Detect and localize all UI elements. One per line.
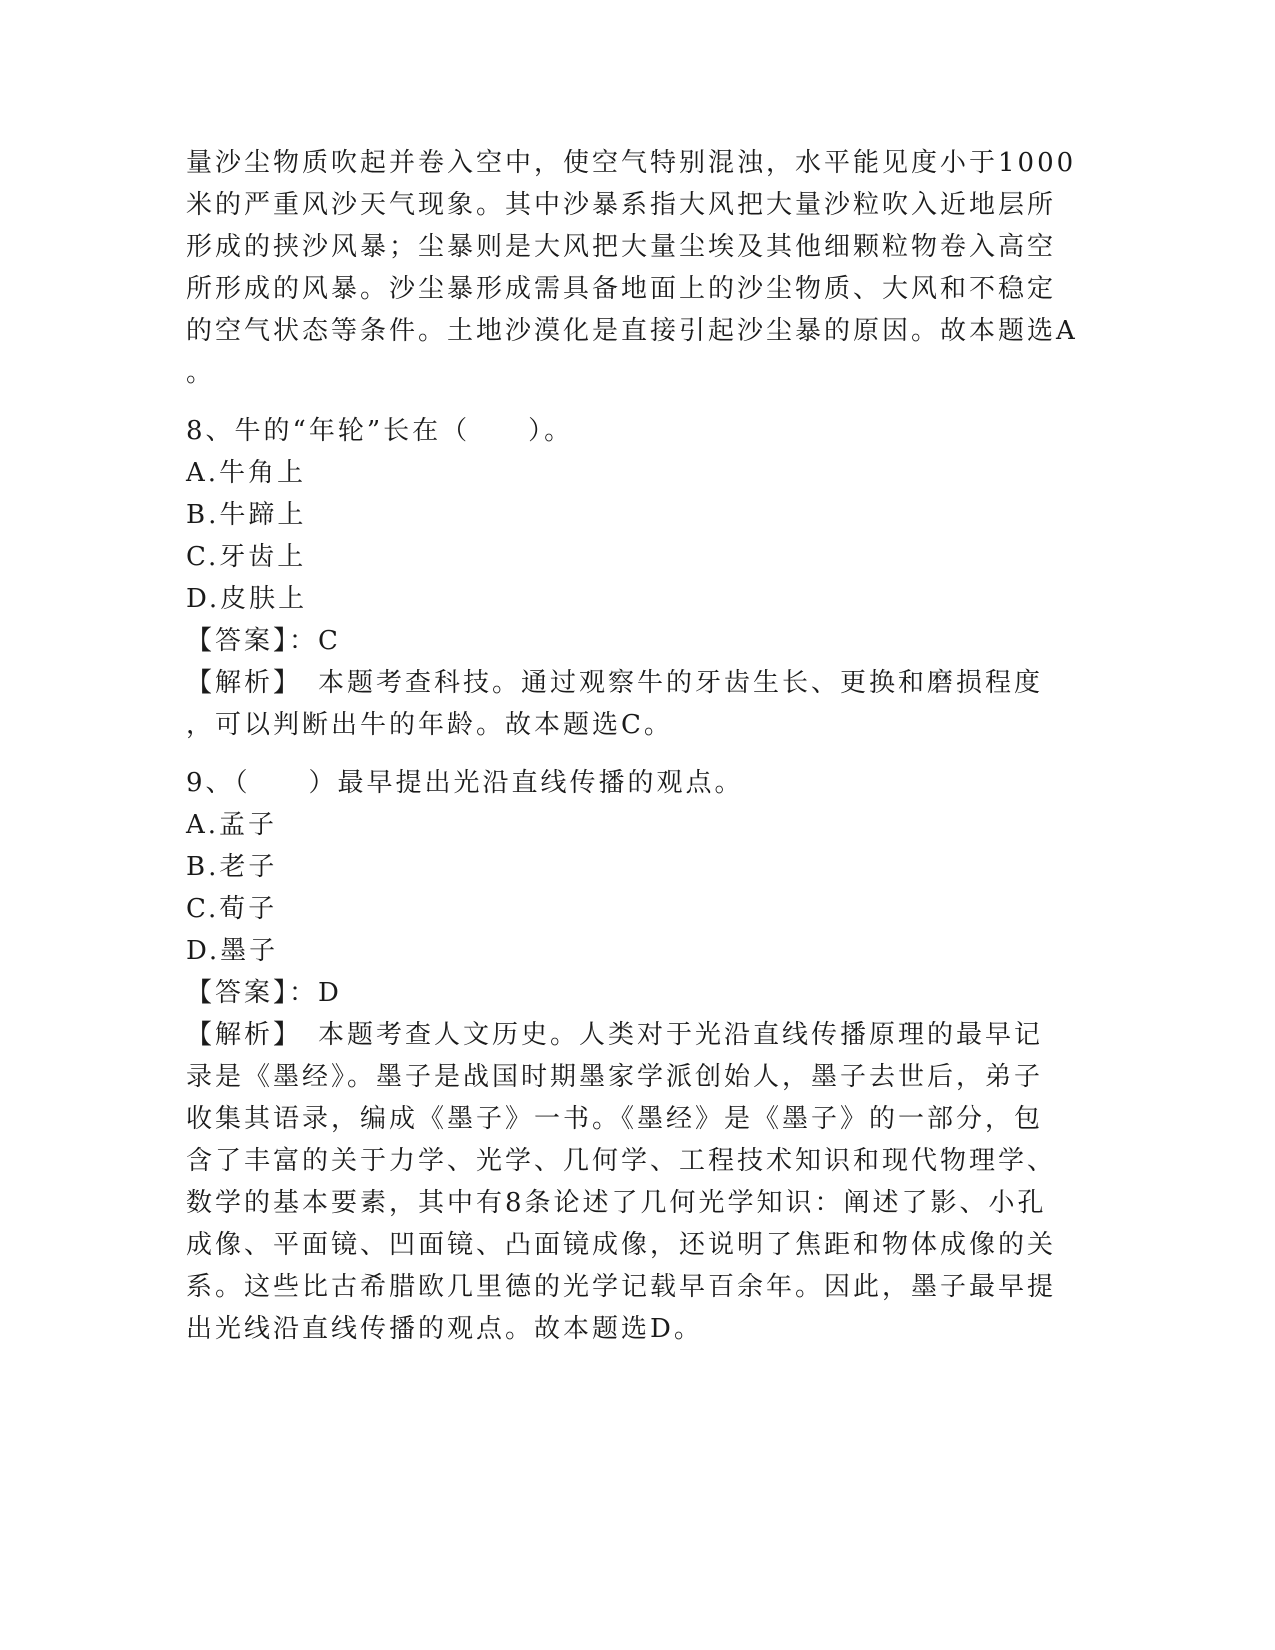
question-9-option-d: D.墨子 <box>186 936 279 966</box>
text-line: 所形成的风暴。沙尘暴形成需具备地面上的沙尘物质、大风和不稳定 <box>186 274 1057 304</box>
text-line: 量沙尘物质吹起并卷入空中，使空气特别混浊，水平能见度小于1000 <box>186 148 1077 178</box>
question-9-analysis: 数学的基本要素，其中有8条论述了几何光学知识：阐述了影、小孔 <box>186 1188 1047 1218</box>
question-9-stem: 9、（ ）最早提出光沿直线传播的观点。 <box>186 768 744 798</box>
question-8-option-d: D.皮肤上 <box>186 584 308 614</box>
question-9-analysis: 系。这些比古希腊欧几里德的光学记载早百余年。因此，墨子最早提 <box>186 1272 1057 1302</box>
question-8-analysis: ，可以判断出牛的年龄。故本题选C。 <box>186 710 673 740</box>
question-8-option-a: A.牛角上 <box>186 458 307 488</box>
question-9-answer: 【答案】：D <box>186 978 342 1008</box>
question-8-answer: 【答案】：C <box>186 626 341 656</box>
question-9-analysis: 收集其语录，编成《墨子》一书。《墨经》是《墨子》的一部分，包 <box>186 1104 1044 1134</box>
question-9-analysis: 出光线沿直线传播的观点。故本题选D。 <box>186 1314 703 1344</box>
question-9-analysis: 录是《墨经》。墨子是战国时期墨家学派创始人，墨子去世后，弟子 <box>186 1062 1044 1092</box>
question-8-option-b: B.牛蹄上 <box>186 500 307 530</box>
question-9-option-a: A.孟子 <box>186 810 278 840</box>
question-8-analysis: 【解析】 本题考查科技。通过观察牛的牙齿生长、更换和磨损程度 <box>186 668 1044 698</box>
text-line: 的空气状态等条件。土地沙漠化是直接引起沙尘暴的原因。故本题选A <box>186 316 1078 346</box>
text-line: 形成的挟沙风暴；尘暴则是大风把大量尘埃及其他细颗粒物卷入高空 <box>186 232 1057 262</box>
text-line: 。 <box>186 358 216 388</box>
question-8-stem: 8、牛的“年轮”长在（ ）。 <box>186 416 574 446</box>
question-9-analysis: 含了丰富的关于力学、光学、几何学、工程技术知识和现代物理学、 <box>186 1146 1057 1176</box>
question-8-option-c: C.牙齿上 <box>186 542 307 572</box>
question-9-analysis: 成像、平面镜、凹面镜、凸面镜成像，还说明了焦距和物体成像的关 <box>186 1230 1057 1260</box>
text-line: 米的严重风沙天气现象。其中沙暴系指大风把大量沙粒吹入近地层所 <box>186 190 1057 220</box>
question-9-option-c: C.荀子 <box>186 894 278 924</box>
question-9-analysis: 【解析】 本题考查人文历史。人类对于光沿直线传播原理的最早记 <box>186 1020 1044 1050</box>
question-9-option-b: B.老子 <box>186 852 278 882</box>
